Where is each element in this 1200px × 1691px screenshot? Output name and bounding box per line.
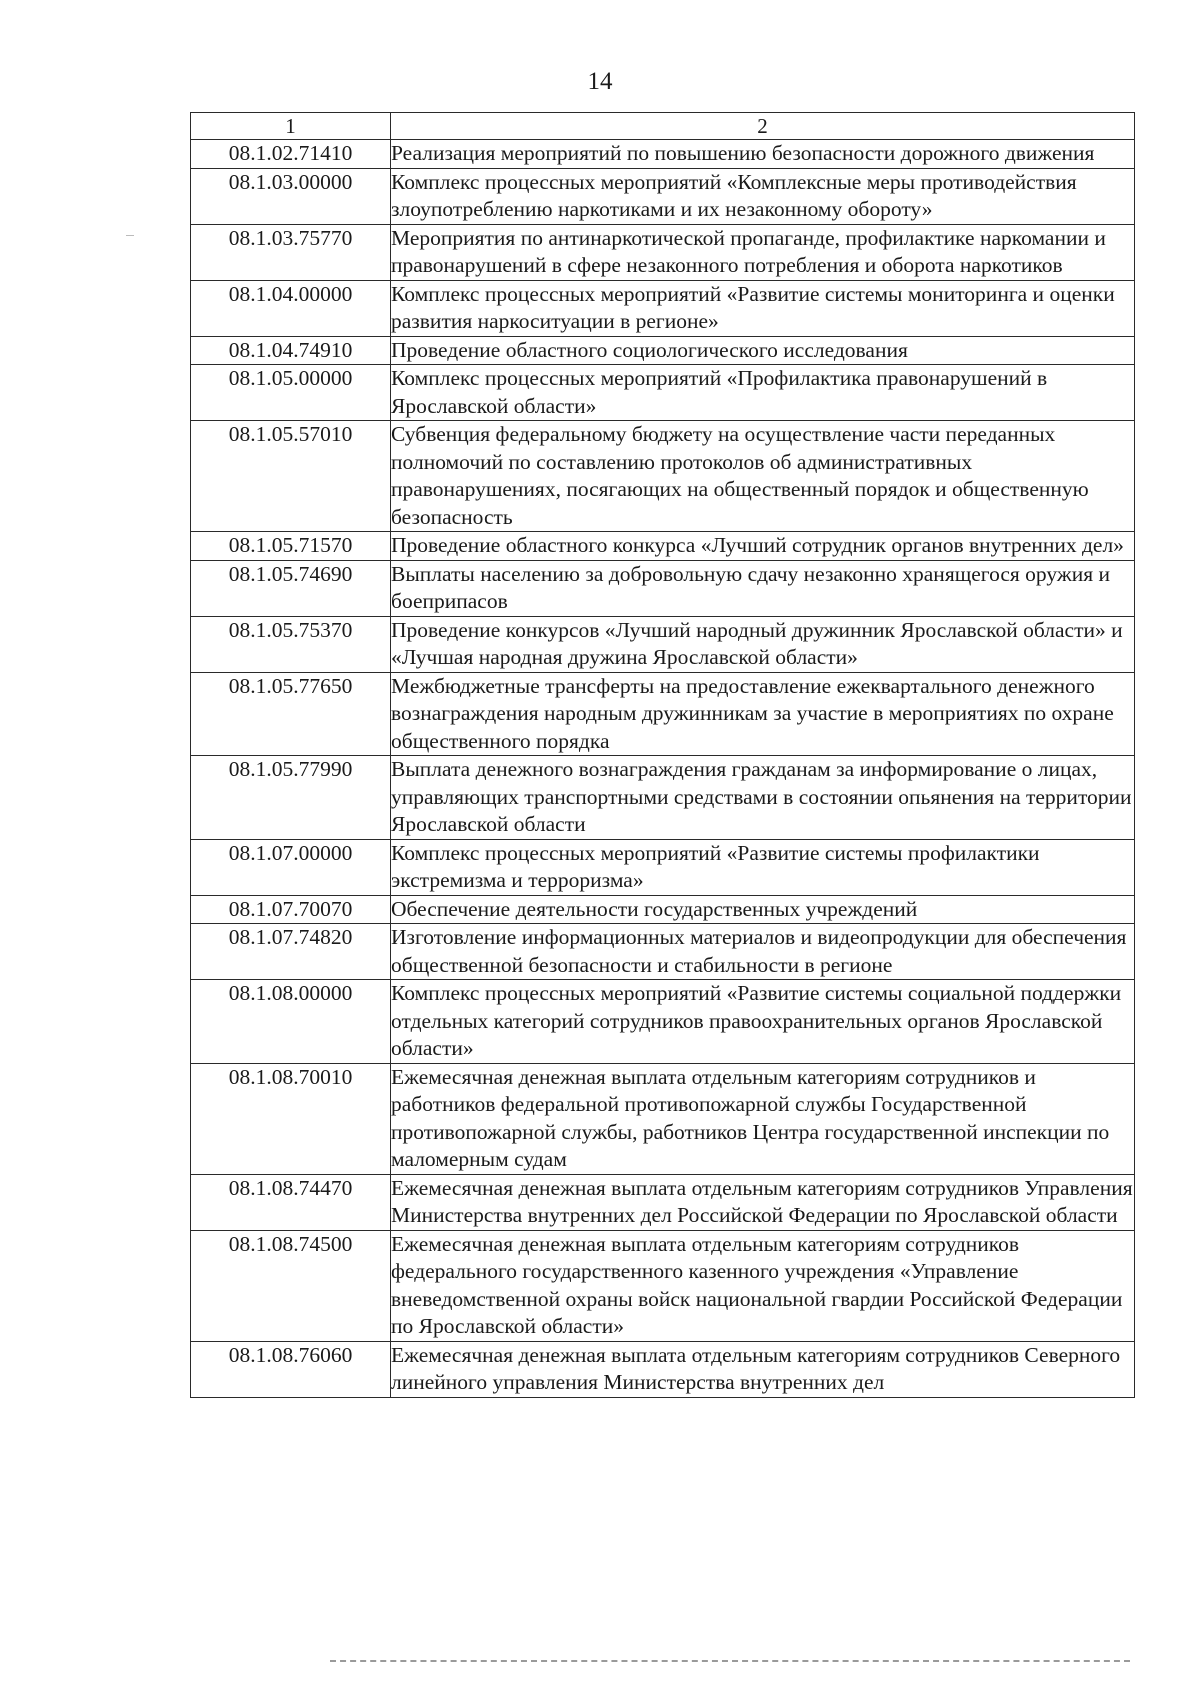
row-description: Мероприятия по антинаркотической пропаганде, профилактике наркомании и правонарушений в сфере незаконного потребления и оборота наркотиков <box>391 224 1135 280</box>
bottom-scan-rule <box>330 1660 1130 1662</box>
row-code: 08.1.05.74690 <box>191 560 391 616</box>
row-code: 08.1.07.70070 <box>191 895 391 924</box>
row-code: 08.1.02.71410 <box>191 140 391 169</box>
table-row <box>191 756 1135 840</box>
row-description: Реализация мероприятий по повышению безопасности дорожного движения <box>391 140 1135 169</box>
table-row <box>191 532 1135 561</box>
row-description: Ежемесячная денежная выплата отдельным категориям сотрудников Управления Министерства внутренних дел Российской Федерации по Ярославской области <box>391 1174 1135 1230</box>
row-description: Проведение конкурсов «Лучший народный дружинник Ярославской области» и «Лучшая народная дружина Ярославской области» <box>391 616 1135 672</box>
table-row <box>191 336 1135 365</box>
row-description: Ежемесячная денежная выплата отдельным категориям сотрудников Северного линейного управления Министерства внутренних дел <box>391 1341 1135 1397</box>
table-row <box>191 168 1135 224</box>
row-description: Комплекс процессных мероприятий «Комплексные меры противодействия злоупотреблению наркотиками и их незаконному обороту» <box>391 168 1135 224</box>
row-description: Комплекс процессных мероприятий «Профилактика правонарушений в Ярославской области» <box>391 365 1135 421</box>
row-code: 08.1.07.00000 <box>191 839 391 895</box>
row-description: Комплекс процессных мероприятий «Развитие системы социальной поддержки отдельных категорий сотрудников правоохранительных органов Ярославской области» <box>391 980 1135 1064</box>
row-code: 08.1.08.74470 <box>191 1174 391 1230</box>
row-code: 08.1.03.75770 <box>191 224 391 280</box>
table-row <box>191 560 1135 616</box>
budget-classification-table <box>190 112 1135 1398</box>
table-row <box>191 224 1135 280</box>
table-row <box>191 1063 1135 1174</box>
row-description: Ежемесячная денежная выплата отдельным категориям сотрудников и работников федеральной противопожарной службы Государственной противопожарной службы, работников Центра государственной инспекции по маломерным судам <box>391 1063 1135 1174</box>
table-row <box>191 616 1135 672</box>
table-body <box>191 140 1135 1398</box>
table-row <box>191 1230 1135 1341</box>
row-description: Субвенция федеральному бюджету на осуществление части переданных полномочий по составлению протоколов об административных правонарушениях, посягающих на общественный порядок и общественную безопасность <box>391 421 1135 532</box>
row-code: 08.1.08.00000 <box>191 980 391 1064</box>
row-description: Проведение областного социологического исследования <box>391 336 1135 365</box>
row-code: 08.1.07.74820 <box>191 924 391 980</box>
row-code: 08.1.08.70010 <box>191 1063 391 1174</box>
table-row <box>191 421 1135 532</box>
row-description: Изготовление информационных материалов и видеопродукции для обеспечения общественной безопасности и стабильности в регионе <box>391 924 1135 980</box>
row-code: 08.1.05.77650 <box>191 672 391 756</box>
row-code: 08.1.05.71570 <box>191 532 391 561</box>
row-code: 08.1.04.74910 <box>191 336 391 365</box>
row-code: 08.1.04.00000 <box>191 280 391 336</box>
row-code: 08.1.08.76060 <box>191 1341 391 1397</box>
row-description: Обеспечение деятельности государственных учреждений <box>391 895 1135 924</box>
table-row <box>191 365 1135 421</box>
row-description: Выплата денежного вознаграждения гражданам за информирование о лицах, управляющих транспортными средствами в состоянии опьянения на территории Ярославской области <box>391 756 1135 840</box>
table-row <box>191 280 1135 336</box>
table-header-row <box>191 113 1135 140</box>
row-description: Межбюджетные трансферты на предоставление ежеквартального денежного вознаграждения народным дружинникам за участие в мероприятиях по охране общественного порядка <box>391 672 1135 756</box>
column-header-code: 1 <box>191 113 391 140</box>
row-description: Проведение областного конкурса «Лучший сотрудник органов внутренних дел» <box>391 532 1135 561</box>
row-code: 08.1.05.77990 <box>191 756 391 840</box>
table-row <box>191 1341 1135 1397</box>
table-row <box>191 140 1135 169</box>
table-row <box>191 895 1135 924</box>
table-row <box>191 1174 1135 1230</box>
row-description: Ежемесячная денежная выплата отдельным категориям сотрудников федерального государственного казенного учреждения «Управление вневедомственной охраны войск национальной гвардии Российской Федерации по Ярославской области» <box>391 1230 1135 1341</box>
row-code: 08.1.03.00000 <box>191 168 391 224</box>
row-code: 08.1.05.75370 <box>191 616 391 672</box>
table-row <box>191 924 1135 980</box>
scan-speck <box>126 235 134 236</box>
row-code: 08.1.05.57010 <box>191 421 391 532</box>
row-code: 08.1.08.74500 <box>191 1230 391 1341</box>
row-description: Комплекс процессных мероприятий «Развитие системы профилактики экстремизма и терроризма» <box>391 839 1135 895</box>
table-row <box>191 672 1135 756</box>
page-number: 14 <box>587 68 613 95</box>
row-code: 08.1.05.00000 <box>191 365 391 421</box>
row-description: Выплаты населению за добровольную сдачу незаконно хранящегося оружия и боеприпасов <box>391 560 1135 616</box>
row-description: Комплекс процессных мероприятий «Развитие системы мониторинга и оценки развития наркоситуации в регионе» <box>391 280 1135 336</box>
table-row <box>191 980 1135 1064</box>
table-row <box>191 839 1135 895</box>
column-header-name: 2 <box>391 113 1135 140</box>
